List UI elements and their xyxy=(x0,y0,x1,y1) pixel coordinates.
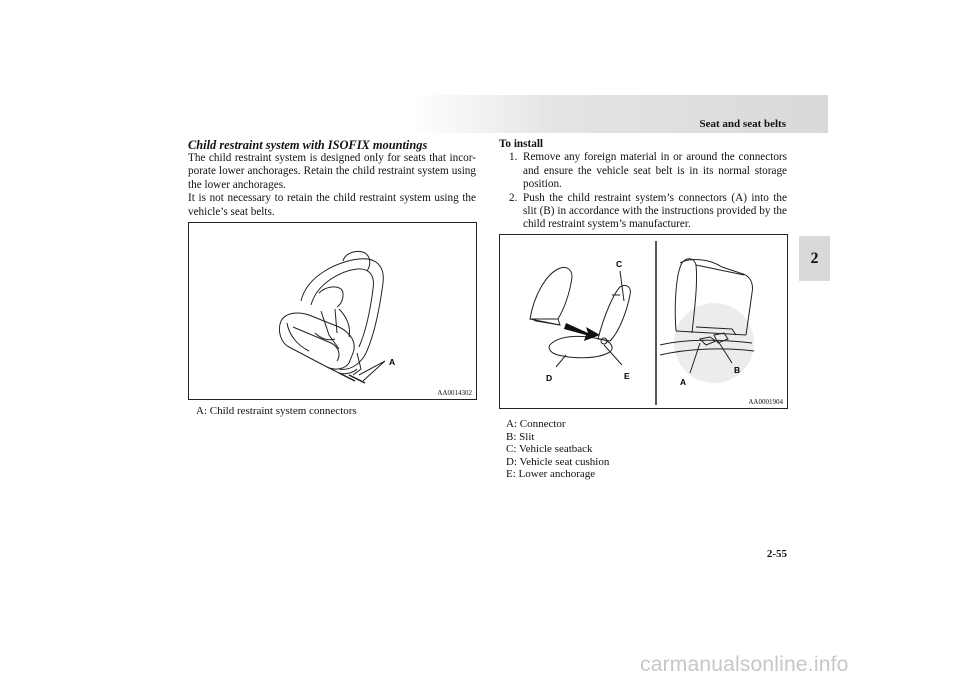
step-item xyxy=(499,151,787,191)
legend-item: A: Child restraint system connectors xyxy=(196,405,357,417)
subheading-to-install: To install xyxy=(499,138,544,150)
page-number: 2-55 xyxy=(766,548,787,560)
step-number: 2. xyxy=(509,191,518,204)
right-column xyxy=(499,138,787,232)
figure-connector-install xyxy=(499,234,788,409)
step-item xyxy=(499,192,787,232)
section-heading: Child restraint system with ISOFIX mountings xyxy=(188,138,428,152)
label-b: B xyxy=(734,365,741,375)
legend-item: C: Vehicle seatback xyxy=(506,443,593,456)
legend-item: A: Connector xyxy=(506,418,566,430)
chapter-tab[interactable]: 2 xyxy=(799,236,830,281)
watermark[interactable]: carmanualsonline.info xyxy=(640,653,849,676)
figure-child-seat xyxy=(188,222,477,400)
step-text: Remove any foreign material in or around the connectors and ensure the vehicle seat belt is in its normal storage position. xyxy=(523,151,787,191)
step-text: Push the child restraint system’s connectors (A) into the slit (B) in accordance with the instructions provided by the child restraint system’s manufacturer. xyxy=(523,191,787,231)
step-number: 1. xyxy=(509,151,518,164)
figure-code: AA0014302 xyxy=(437,389,472,397)
paragraph-2: It is not necessary to retain the child restraint system using the vehicle’s seat belts. xyxy=(188,192,476,218)
figure-code: AA0001904 xyxy=(748,398,783,406)
label-a: A xyxy=(389,357,396,367)
legend-item: E: Lower anchorage xyxy=(506,468,596,481)
install-steps xyxy=(499,151,787,231)
child-seat-illustration xyxy=(189,223,476,399)
legend-item: B: Slit xyxy=(506,430,535,443)
label-a: A xyxy=(680,377,687,387)
page-header-title: Seat and seat belts xyxy=(699,118,786,130)
label-d: D xyxy=(546,373,553,383)
legend-item: D: Vehicle seat cushion xyxy=(506,455,610,468)
legend-left xyxy=(196,405,357,418)
paragraph-1: The child restraint system is designed only for seats that incor-porate lower anchorages. Retain the child restraint system using the lower anchorages. xyxy=(188,152,476,191)
label-e: E xyxy=(624,371,630,381)
detail-highlight xyxy=(674,303,754,383)
connector-install-illustration xyxy=(500,235,787,408)
label-c: C xyxy=(616,259,623,269)
legend-right xyxy=(506,418,609,481)
left-column xyxy=(188,138,476,219)
